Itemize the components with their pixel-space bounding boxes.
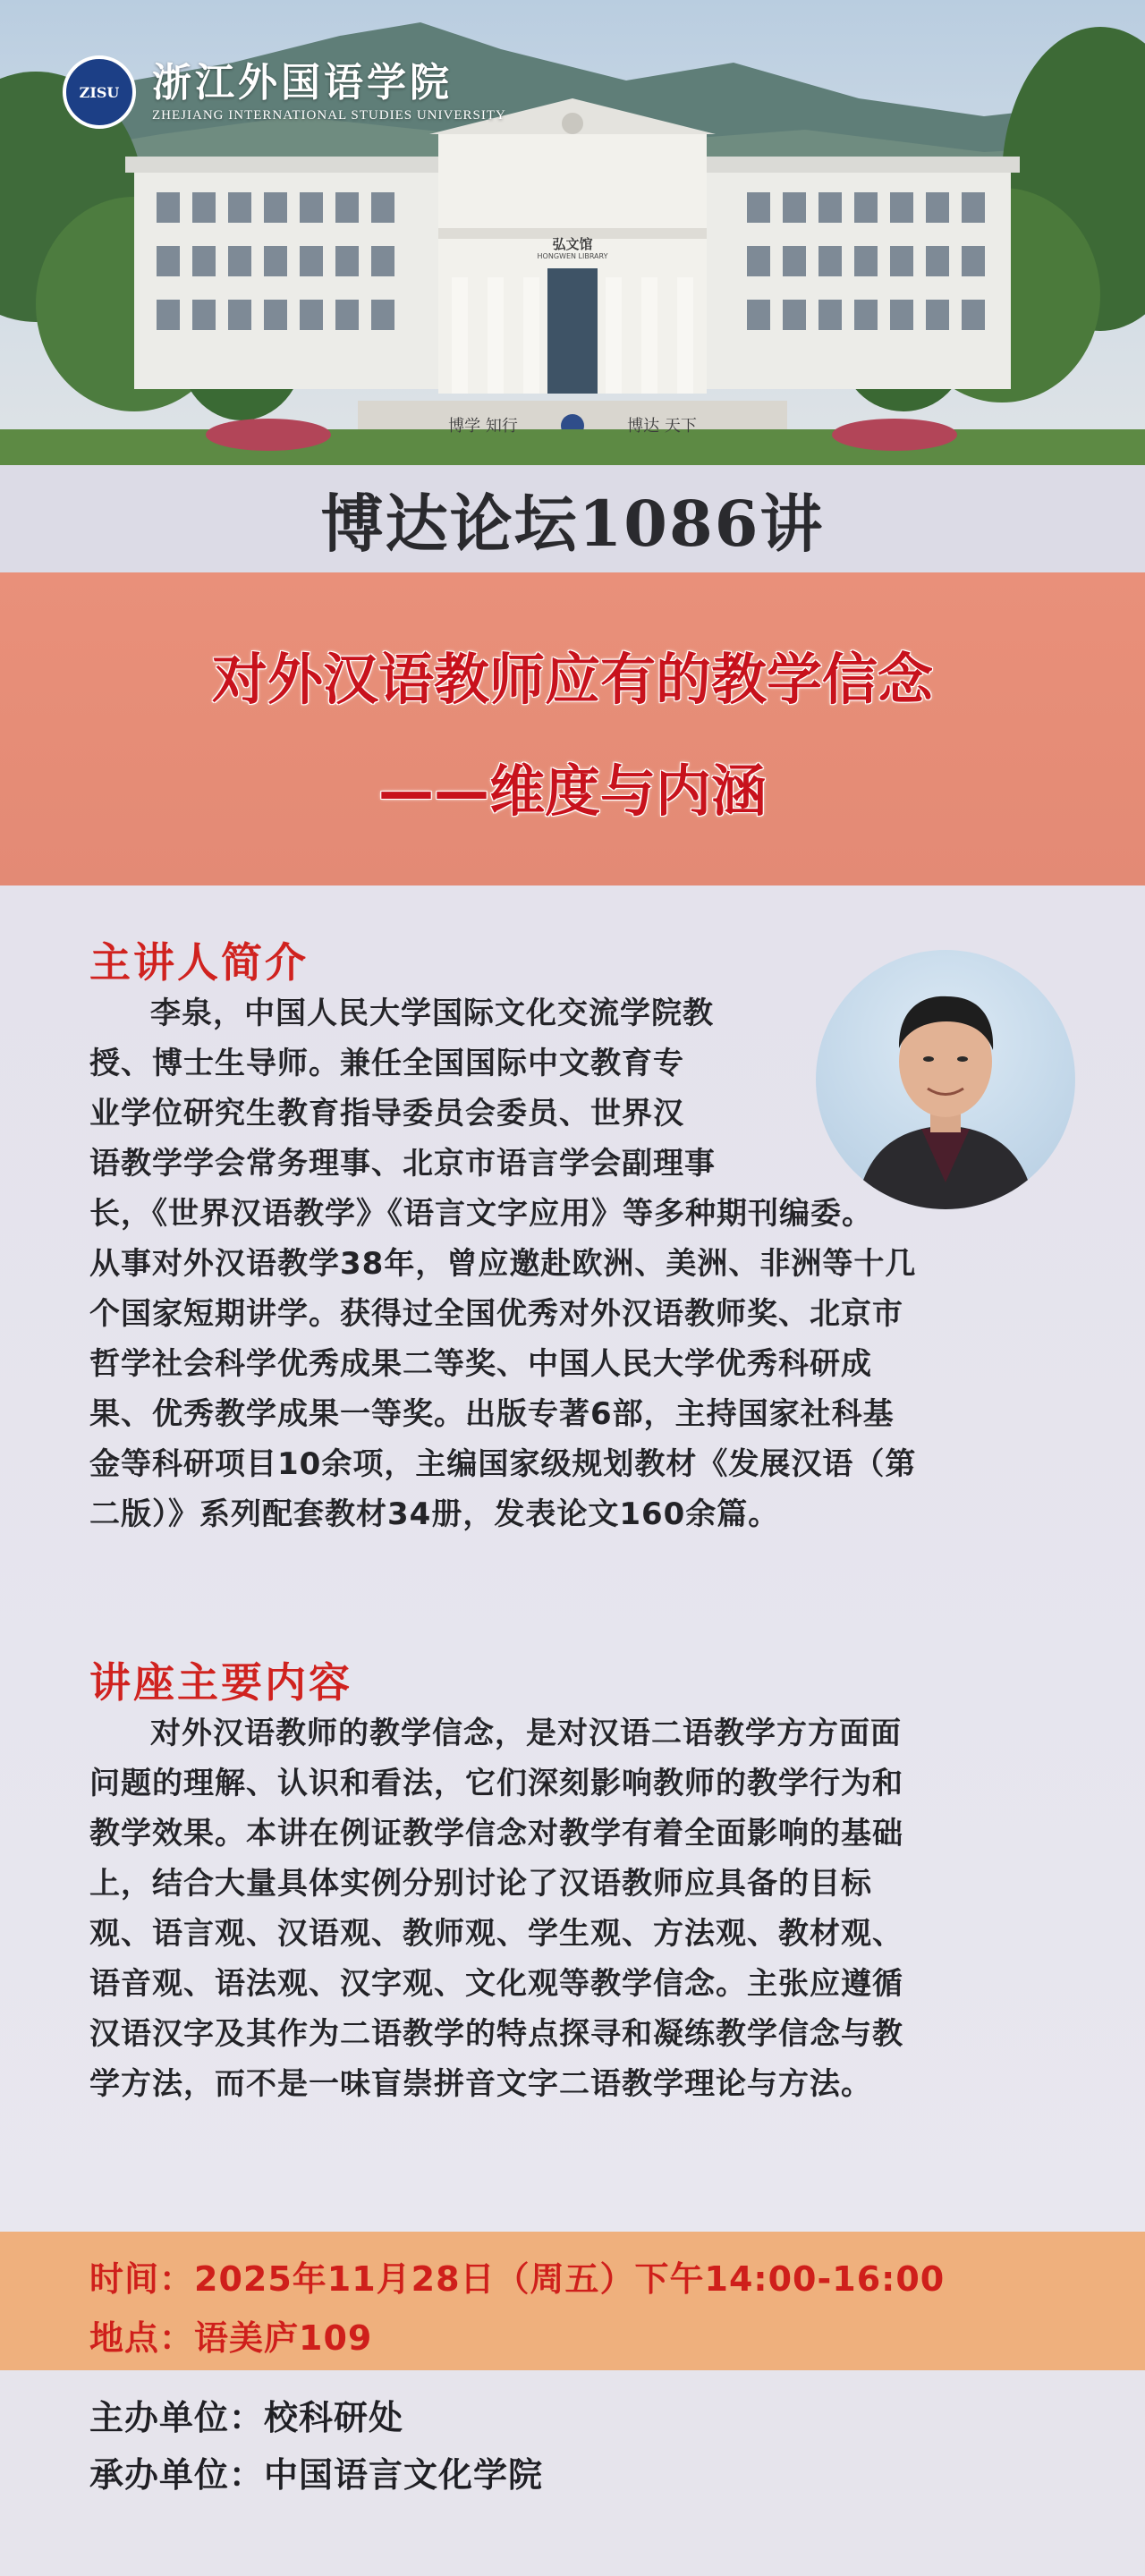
bio-line: 个国家短期讲学。获得过全国优秀对外汉语教师奖、北京市 (89, 1296, 903, 1332)
bio-line: 业学位研究生教育指导委员会委员、世界汉 (89, 1096, 684, 1131)
content-line: 问题的理解、认识和看法，它们深刻影响教师的教学行为和 (89, 1766, 903, 1801)
forum-band (0, 465, 1145, 572)
speaker-heading: 主讲人简介 (89, 938, 309, 987)
university-name-cn: 浙江外国语学院 (152, 60, 453, 106)
hero-banner (0, 0, 1145, 465)
speaker-bio (89, 988, 1056, 1539)
bio-line: 二版）》系列配套教材34册，发表论文160余篇。 (89, 1496, 780, 1532)
content-line: 教学效果。本讲在例证教学信念对教学有着全面影响的基础 (89, 1816, 903, 1852)
bio-line: 授、博士生导师。兼任全国国际中文教育专 (89, 1046, 684, 1081)
university-emblem-icon: ZISU (63, 55, 136, 129)
bio-line: 语教学学会常务理事、北京市语言学会副理事 (89, 1146, 716, 1182)
content-summary (89, 1708, 1056, 2109)
main-content (0, 886, 1145, 2232)
content-heading: 讲座主要内容 (89, 1658, 352, 1707)
bio-line: 李泉，中国人民大学国际文化交流学院教 (150, 996, 714, 1031)
building-sign: 弘文馆 (552, 236, 593, 252)
content-line: 对外汉语教师的教学信念，是对汉语二语教学方方面面 (150, 1716, 902, 1751)
lecture-subtitle: ——维度与内涵 (377, 758, 767, 824)
host-unit: 主办单位：校科研处 (89, 2398, 404, 2437)
bio-line: 长，《世界汉语教学》《语言文字应用》等多种期刊编委。 (89, 1196, 873, 1232)
content-line: 观、语言观、汉语观、教师观、学生观、方法观、教材观、 (89, 1916, 903, 1952)
gate-text-right: 博达 天下 (627, 417, 697, 436)
gate-text-left: 博学 知行 (448, 417, 518, 436)
lecture-title: 对外汉语教师应有的教学信念 (211, 647, 933, 712)
content-line: 语音观、语法观、汉字观、文化观等教学信念。主张应遵循 (89, 1966, 903, 2002)
event-info-band (0, 2232, 1145, 2370)
content-line: 上，结合大量具体实例分别讨论了汉语教师应具备的目标 (89, 1866, 872, 1902)
university-logo (63, 55, 506, 129)
forum-title: 博达论坛1086讲 (320, 486, 825, 561)
bio-line: 果、优秀教学成果一等奖。出版专著6部，主持国家社科基 (89, 1396, 895, 1432)
university-name (152, 60, 506, 124)
content-line: 学方法，而不是一味盲崇拼音文字二语教学理论与方法。 (89, 2066, 872, 2102)
event-place: 地点：语美庐109 (89, 2318, 373, 2358)
content-line: 汉语汉字及其作为二语教学的特点探寻和凝练教学信念与教 (89, 2016, 903, 2052)
footer (0, 2370, 1145, 2576)
bio-line: 金等科研项目10余项，主编国家级规划教材《发展汉语（第 (89, 1446, 917, 1482)
building-sign-en: HONGWEN LIBRARY (537, 252, 608, 260)
lecture-title-band (0, 572, 1145, 886)
organizer-unit: 承办单位：中国语言文化学院 (89, 2455, 544, 2495)
bio-line: 从事对外汉语教学38年，曾应邀赴欧洲、美洲、非洲等十几 (89, 1246, 917, 1282)
university-name-en: ZHEJIANG INTERNATIONAL STUDIES UNIVERSITY (152, 108, 506, 123)
bio-line: 哲学社会科学优秀成果二等奖、中国人民大学优秀科研成 (89, 1346, 872, 1382)
event-time: 时间：2025年11月28日（周五）下午14:00-16:00 (89, 2259, 946, 2299)
